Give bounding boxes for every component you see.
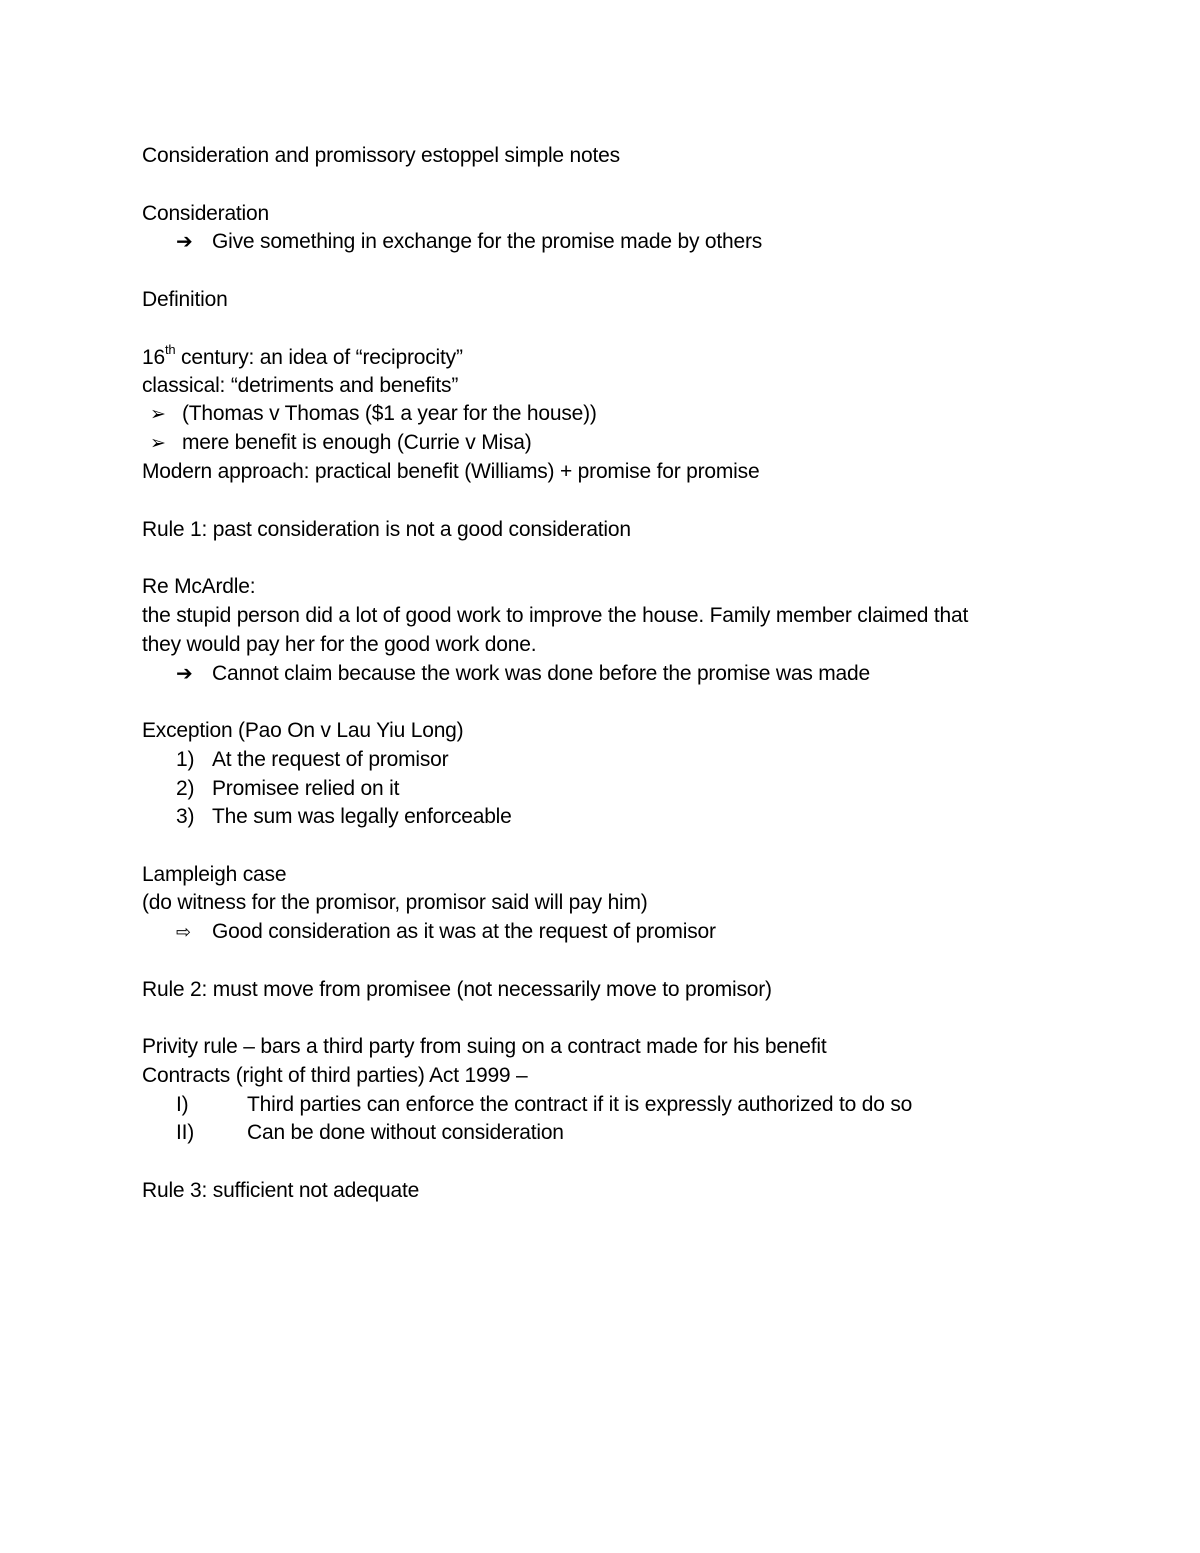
consideration-arrow-text: Give something in exchange for the promise made by others <box>212 230 763 253</box>
re-mcardle-line1: the stupid person did a lot of good work to improve the house. Family member claimed that <box>142 604 969 627</box>
definition-heading: Definition <box>142 288 228 311</box>
re-mcardle-arrow-item <box>176 660 870 688</box>
exception-item <box>176 746 448 774</box>
sixteenth-number: 16 <box>142 346 165 369</box>
act-item <box>176 1091 912 1119</box>
item-text: Promisee relied on it <box>212 777 400 800</box>
lampleigh-desc: (do witness for the promisor, promisor said will pay him) <box>142 891 648 914</box>
lampleigh-arrow-text: Good consideration as it was at the request of promisor <box>212 920 716 943</box>
re-mcardle-line2: they would pay her for the good work done. <box>142 633 537 656</box>
consideration-heading: Consideration <box>142 202 269 225</box>
definition-bullet <box>150 400 597 429</box>
item-number: I) <box>176 1093 189 1116</box>
item-number: II) <box>176 1121 195 1144</box>
act-item <box>176 1119 564 1147</box>
exception-heading: Exception (Pao On v Lau Yiu Long) <box>142 719 464 742</box>
outline-arrow-icon: ⇨ <box>176 922 191 942</box>
item-text: At the request of promisor <box>212 748 449 771</box>
item-text: The sum was legally enforceable <box>212 805 512 828</box>
item-text: Can be done without consideration <box>247 1121 564 1144</box>
bullet-text: mere benefit is enough (Currie v Misa) <box>182 431 532 454</box>
contracts-act-line: Contracts (right of third parties) Act 1999 – <box>142 1064 528 1087</box>
rule2-heading: Rule 2: must move from promisee (not necessarily move to promisor) <box>142 978 772 1001</box>
re-mcardle-arrow-text: Cannot claim because the work was done before the promise was made <box>212 662 870 685</box>
rule1-heading: Rule 1: past consideration is not a good consideration <box>142 518 631 541</box>
modern-approach-line: Modern approach: practical benefit (Williams) + promise for promise <box>142 460 760 483</box>
item-text: Third parties can enforce the contract if it is expressly authorized to do so <box>247 1093 913 1116</box>
item-number: 3) <box>176 805 195 828</box>
rule3-heading: Rule 3: sufficient not adequate <box>142 1179 420 1202</box>
exception-item <box>176 803 512 831</box>
definition-bullet <box>150 429 532 458</box>
re-mcardle-heading: Re McArdle: <box>142 575 256 598</box>
chevron-bullet-icon: ➢ <box>150 404 166 425</box>
chevron-bullet-icon: ➢ <box>150 433 166 454</box>
solid-arrow-icon: ➔ <box>176 663 193 685</box>
classical-line: classical: “detriments and benefits” <box>142 374 459 397</box>
document-title: Consideration and promissory estoppel simple notes <box>142 144 620 167</box>
exception-item <box>176 775 399 803</box>
solid-arrow-icon: ➔ <box>176 231 193 253</box>
consideration-arrow-item <box>176 228 762 256</box>
bullet-text: (Thomas v Thomas ($1 a year for the house)) <box>182 402 597 425</box>
lampleigh-arrow-item <box>176 918 716 946</box>
item-number: 2) <box>176 777 195 800</box>
privity-rule-line: Privity rule – bars a third party from suing on a contract made for his benefit <box>142 1035 827 1058</box>
sixteenth-text: century: an idea of “reciprocity” <box>175 346 463 369</box>
sixteenth-century-line <box>142 344 463 372</box>
sixteenth-superscript: th <box>164 342 176 357</box>
item-number: 1) <box>176 748 195 771</box>
lampleigh-heading: Lampleigh case <box>142 863 287 886</box>
